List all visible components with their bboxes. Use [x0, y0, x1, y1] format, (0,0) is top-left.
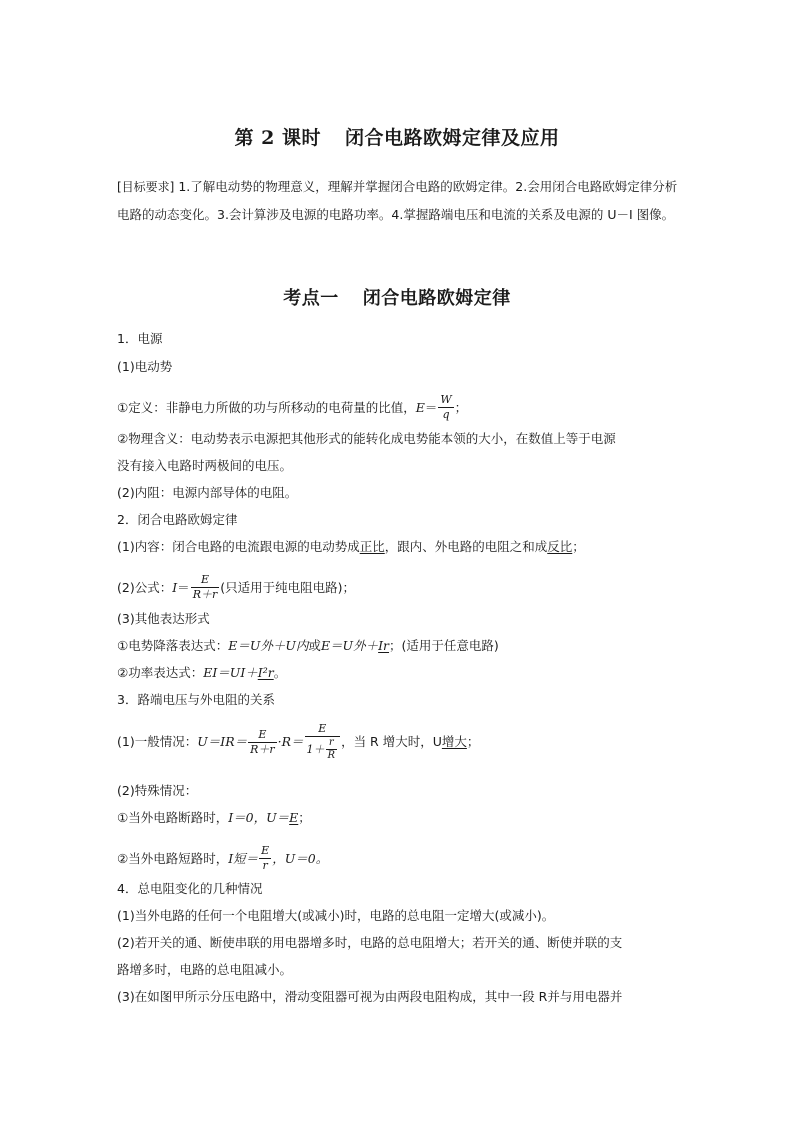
lesson-number: 第 2 课时	[234, 127, 321, 149]
answer-inverse: 反比	[547, 539, 573, 554]
fraction-denominator: r	[259, 858, 271, 873]
heading-total-resistance: 4．总电阻变化的几种情况	[117, 881, 263, 896]
case-label: ①当外电路断路时，	[117, 810, 229, 825]
section-name: 闭合电路欧姆定律	[362, 288, 511, 309]
fraction-denominator: R＋r	[250, 742, 275, 756]
semicolon: ；	[466, 734, 480, 749]
goal-text: 1.了解电动势的物理意义，理解并掌握闭合电路的欧姆定律。2.会用闭合电路欧姆定律分析电路的动态变化。3.会计算涉及电源的电路功率。4.掌握路端电压和电流的关系及电源的 U－I 图像。	[117, 179, 678, 222]
heading-power-source: 1．电源	[117, 331, 163, 346]
emf-physical-meaning-line-1: ②物理含义：电动势表示电源把其他形式的能转化成电势能本领的大小，在数值上等于电源	[117, 431, 616, 446]
emf-fraction	[438, 393, 453, 422]
semicolon: ；	[298, 810, 311, 825]
formula-label: (2)公式：	[117, 579, 173, 595]
page-title	[0, 123, 794, 150]
fraction-denominator: R＋r	[192, 588, 218, 601]
ohms-law-formula	[117, 573, 355, 602]
formula: EI＝UI＋	[203, 665, 258, 680]
resistance-item-2-line-1: (2)若开关的通、断使串联的用电器增多时，电路的总电阻增大；若开关的通、断使并联的支	[117, 935, 623, 950]
formula: E＝U外＋	[320, 638, 379, 653]
case-label: ②当外电路短路时，	[117, 850, 229, 866]
open-circuit-case	[117, 808, 311, 828]
section-heading	[0, 284, 794, 310]
or-text: 或	[308, 638, 321, 653]
terminal-voltage-general	[117, 722, 479, 762]
period: 。	[273, 665, 287, 680]
current-symbol: I	[172, 579, 178, 595]
fraction-numerator: r	[328, 737, 334, 748]
potential-drop-expression	[117, 636, 499, 656]
power-expression	[117, 663, 286, 683]
expression-note: ；(适用于任意电路)	[389, 638, 499, 653]
emf-symbol: E	[415, 399, 425, 415]
ohms-law-content	[117, 537, 585, 557]
formula: ·R＝	[277, 734, 304, 749]
case-label: (1)一般情况：	[117, 734, 198, 749]
emf-definition	[117, 393, 467, 422]
fraction-denominator: R	[327, 750, 336, 761]
goal-tag: [目标要求]	[117, 180, 175, 194]
fraction-numerator: E	[318, 722, 327, 735]
heading-other-forms: (3)其他表达形式	[117, 611, 210, 626]
answer-e: E	[289, 810, 299, 825]
formula-note: (只适用于纯电阻电路)；	[220, 579, 355, 595]
internal-resistance: (2)内阻：电源内部导体的电阻。	[117, 485, 298, 500]
formula: U＝IR＝	[197, 734, 248, 749]
lesson-title: 闭合电路欧姆定律及应用	[344, 127, 560, 149]
fraction-denominator	[305, 736, 341, 762]
equals-sign: ＝	[424, 399, 438, 415]
content-text: ，跟内、外电路的电阻之和成	[384, 539, 548, 554]
formula: I短＝	[228, 850, 259, 866]
fraction-numerator: E	[261, 844, 270, 857]
fraction-numerator: E	[258, 727, 267, 741]
heading-terminal-voltage: 3．路端电压与外电阻的关系	[117, 692, 275, 707]
answer-ir: Ir	[378, 638, 390, 653]
formula: E＝U外＋U内	[228, 638, 309, 653]
expression-label: ②功率表达式：	[117, 665, 204, 680]
semicolon: ；	[454, 399, 468, 415]
formula: ，U＝0。	[272, 850, 329, 866]
emf-definition-text: ①定义：非静电力所做的功与所移动的电荷量的比值，	[117, 399, 416, 415]
short-circuit-case	[117, 844, 328, 873]
content-text: ；	[572, 539, 585, 554]
condition-text: ，当 R 增大时，U	[341, 734, 442, 749]
fraction-numerator: E	[200, 573, 209, 586]
fraction-numerator: W	[440, 393, 452, 406]
fraction-e-over-r-plus-r	[248, 728, 277, 757]
formula: I＝0，U＝	[228, 810, 290, 825]
heading-emf: (1)电动势	[117, 359, 173, 374]
heading-ohms-law: 2．闭合电路欧姆定律	[117, 512, 238, 527]
expression-label: ①电势降落表达式：	[117, 638, 229, 653]
section-number: 考点一	[283, 288, 339, 309]
answer-proportional: 正比	[359, 539, 385, 554]
answer-i2r: I²r	[257, 665, 274, 680]
resistance-item-2-line-2: 路增多时，电路的总电阻减小。	[117, 962, 293, 977]
resistance-item-1: (1)当外电路的任何一个电阻增大(或减小)时，电路的总电阻一定增大(或减小)。	[117, 908, 555, 923]
ohms-fraction	[191, 573, 220, 602]
learning-goals	[117, 173, 682, 228]
emf-physical-meaning-line-2: 没有接入电路时两极间的电压。	[117, 458, 293, 473]
fraction-e-over-r	[259, 844, 271, 873]
heading-special-cases: (2)特殊情况：	[117, 783, 198, 798]
content-text: (1)内容：闭合电路的电流跟电源的电动势成	[117, 539, 360, 554]
fraction-nested	[305, 722, 341, 762]
fraction-denominator: q	[438, 407, 453, 422]
resistance-item-3-line-1: (3)在如图甲所示分压电路中，滑动变阻器可视为由两段电阻构成，其中一段 R并与用电器并	[117, 989, 623, 1004]
one-plus: 1＋	[306, 742, 325, 756]
answer-increase: 增大	[441, 734, 467, 749]
equals-sign: ＝	[177, 579, 190, 595]
fraction-r-over-R	[326, 737, 338, 762]
